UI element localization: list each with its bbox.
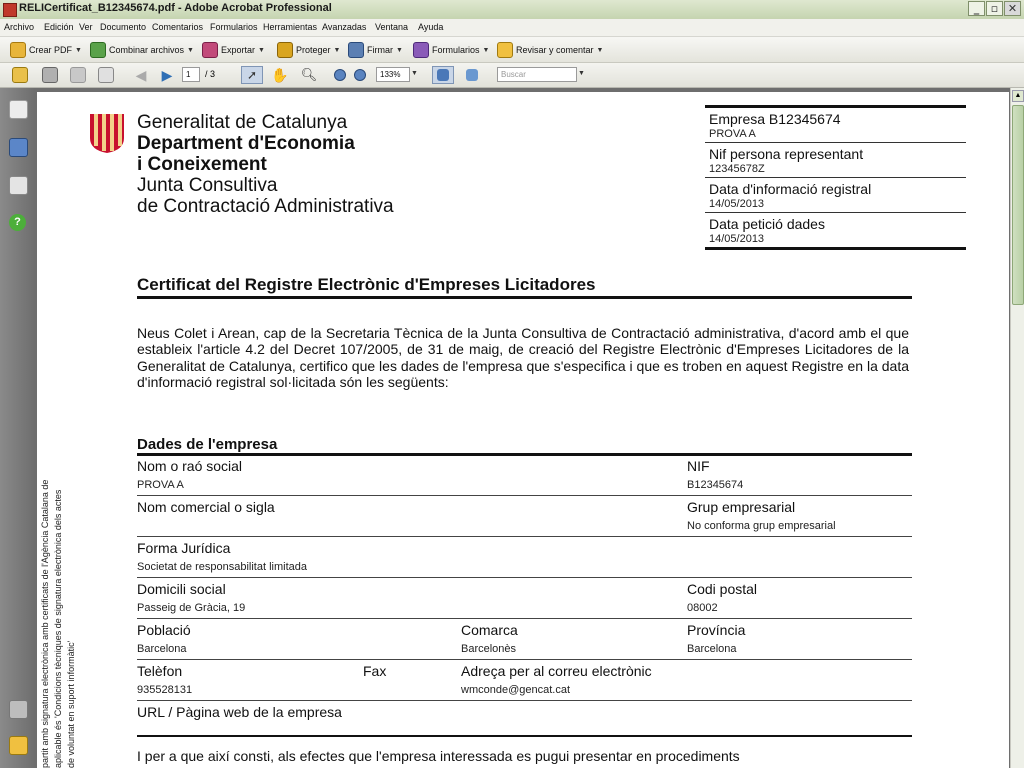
- export-button[interactable]: [202, 41, 265, 59]
- folder-icon: [12, 67, 28, 83]
- plus-icon: [354, 69, 366, 81]
- info-row: [705, 213, 966, 247]
- maximize-button[interactable]: ▫: [986, 1, 1003, 16]
- comments-panel-icon[interactable]: [9, 736, 28, 755]
- form-icon: [413, 42, 429, 58]
- table-row: [137, 537, 912, 578]
- closing-paragraph: I per a que així consti, als efectes que l'empresa interessada es pugui presentar en procediments: [137, 748, 740, 764]
- protect-button[interactable]: [277, 41, 340, 59]
- org-line-5: de Contractació Administrativa: [137, 196, 394, 217]
- signatures-panel-icon[interactable]: [9, 176, 28, 195]
- hand-icon: ✋: [271, 66, 289, 83]
- menu-herramientas[interactable]: Herramientas: [263, 22, 318, 32]
- minus-icon: [334, 69, 346, 81]
- menu-comentarios[interactable]: Comentarios: [152, 22, 204, 32]
- info-value: PROVA A: [709, 128, 756, 140]
- chevron-down-icon: ▼: [187, 46, 194, 54]
- field-value: Barcelonès: [461, 643, 517, 655]
- table-row: [137, 578, 912, 619]
- fit-page-icon: [466, 69, 478, 81]
- field-value: Societat de responsabilitat limitada: [137, 561, 307, 573]
- chevron-down-icon: ▼: [333, 46, 341, 54]
- info-value: 14/05/2013: [709, 198, 765, 210]
- review-comment-label: Revisar y comentar: [516, 45, 594, 55]
- navigation-toolbar: [0, 63, 1024, 88]
- bookmarks-panel-icon[interactable]: [9, 138, 28, 157]
- table-row: [137, 496, 912, 537]
- minimize-button[interactable]: _: [968, 1, 985, 16]
- info-row: [705, 178, 966, 213]
- lock-icon: [277, 42, 293, 58]
- certificate-intro: Neus Colet i Arean, cap de la Secretaria Tècnica de la Junta Consultiva de Contractació administrativa, d'acord amb el que estableix l'article 4.2 del Decret 107/2005, de 31 de maig, de creació del Registre Electrònic d'Empreses Licitadores de la Generalitat de Catalunya, certifico que les dades de l'empresa que s'especifica i que es troben en aquest Registre en la data d'informació registral sol·licitada són les següents:: [137, 325, 909, 391]
- cursor-icon: ➚: [246, 68, 258, 82]
- magnifier-icon: 🔍︎: [300, 67, 318, 82]
- field-value: wmconde@gencat.cat: [461, 684, 571, 696]
- page-number-input[interactable]: 1: [182, 67, 200, 82]
- field-value: Passeig de Gràcia, 19: [137, 602, 246, 614]
- arrow-right-icon: ▶: [161, 66, 173, 83]
- info-value: 14/05/2013: [709, 233, 765, 245]
- create-pdf-label: Crear PDF: [29, 45, 73, 55]
- field-value: 935528131: [137, 684, 193, 696]
- menu-ver[interactable]: Ver: [79, 22, 93, 32]
- envelope-icon: [98, 67, 114, 83]
- info-label: Data petició dades: [709, 216, 825, 232]
- field-label: Nom comercial o sigla: [137, 499, 275, 515]
- company-data-heading: Dades de l'empresa: [137, 436, 912, 456]
- field-label: Adreça per al correu electrònic: [461, 663, 652, 679]
- sign-label: Firmar: [367, 45, 393, 55]
- create-pdf-icon: [10, 42, 26, 58]
- table-row: [137, 701, 912, 735]
- zoom-out-button[interactable]: [332, 66, 348, 84]
- field-label: Fax: [363, 663, 387, 679]
- field-value: B12345674: [687, 479, 744, 491]
- pages-panel-icon[interactable]: [9, 100, 28, 119]
- org-line-3: i Coneixement: [137, 154, 267, 175]
- side-note-line-3: de voluntat en suport informàtic': [66, 640, 76, 768]
- create-pdf-button[interactable]: [10, 41, 82, 59]
- fit-width-button[interactable]: [432, 66, 454, 84]
- document-page: [37, 92, 1009, 768]
- info-value: 12345678Z: [709, 163, 765, 175]
- forms-button[interactable]: [413, 41, 489, 59]
- field-label: Domicili social: [137, 581, 226, 597]
- field-label: Nom o raó social: [137, 458, 243, 474]
- zoom-in-button[interactable]: [352, 66, 368, 84]
- search-dropdown-chevron-icon[interactable]: ▼: [578, 70, 585, 77]
- help-icon[interactable]: ?: [9, 214, 26, 231]
- save-icon: [70, 67, 86, 83]
- pen-icon: [348, 42, 364, 58]
- menu-documento[interactable]: Documento: [100, 22, 147, 32]
- field-value: Barcelona: [137, 643, 187, 655]
- field-value: PROVA A: [137, 479, 184, 491]
- navigation-panel: [0, 88, 36, 768]
- vertical-scrollbar[interactable]: [1010, 88, 1024, 768]
- company-data-table: [137, 455, 912, 737]
- field-label: Forma Jurídica: [137, 540, 231, 556]
- side-note-line-2: aplicable és 'Condicions tècniques de signatura electrònica dels actes: [53, 489, 63, 768]
- zoom-level-input[interactable]: 133%: [376, 67, 410, 82]
- org-line-4: Junta Consultiva: [137, 175, 278, 196]
- menu-edicion[interactable]: Edición: [44, 22, 74, 32]
- menu-avanzadas[interactable]: Avanzadas: [322, 22, 367, 32]
- printer-icon: [42, 67, 58, 83]
- sign-button[interactable]: [348, 41, 403, 59]
- open-button[interactable]: [10, 66, 30, 84]
- certificate-title: Certificat del Registre Electrònic d'Empreses Licitadores: [137, 275, 912, 299]
- org-line-2: Department d'Economia: [137, 133, 355, 154]
- chevron-down-icon: ▼: [596, 46, 604, 54]
- chevron-down-icon: ▼: [482, 46, 490, 54]
- generalitat-logo: [88, 112, 126, 154]
- combine-files-icon: [90, 42, 106, 58]
- field-label: Comarca: [461, 622, 518, 638]
- menu-formularios[interactable]: Formularios: [210, 22, 258, 32]
- chevron-down-icon: ▼: [396, 46, 403, 54]
- info-label: Data d'informació registral: [709, 181, 872, 197]
- save-button[interactable]: [68, 66, 88, 84]
- fit-width-icon: [437, 69, 449, 81]
- combine-files-label: Combinar archivos: [109, 45, 185, 55]
- window-titlebar: [0, 0, 1024, 20]
- info-label: Nif persona representant: [709, 146, 864, 162]
- info-row: [705, 108, 966, 143]
- page-total: / 3: [205, 69, 216, 79]
- zoom-tool-button[interactable]: [298, 66, 320, 84]
- print-button[interactable]: [40, 66, 60, 84]
- email-button[interactable]: [96, 66, 116, 84]
- side-note-line-1: partit amb signatura electrònica amb certificats de l'Agència Catalana de: [40, 479, 50, 768]
- menu-bar: [0, 19, 1024, 37]
- chevron-down-icon: ▼: [75, 46, 82, 54]
- info-row: [705, 143, 966, 178]
- select-tool-button[interactable]: [241, 66, 263, 84]
- forms-label: Formularios: [432, 45, 480, 55]
- tasks-toolbar: [0, 37, 1024, 63]
- chevron-down-icon: ▼: [258, 46, 265, 54]
- acrobat-app-icon: [3, 3, 17, 17]
- field-label: Població: [137, 622, 191, 638]
- attachments-paperclip-icon[interactable]: [9, 700, 28, 719]
- export-icon: [202, 42, 218, 58]
- field-label: Codi postal: [687, 581, 758, 597]
- previous-page-button[interactable]: [132, 66, 150, 84]
- next-page-button[interactable]: [158, 66, 176, 84]
- export-label: Exportar: [221, 45, 256, 55]
- field-label: URL / Pàgina web de la empresa: [137, 704, 342, 720]
- organization-name: [137, 112, 394, 217]
- table-row: [137, 455, 912, 496]
- field-value: No conforma grup empresarial: [687, 520, 836, 532]
- info-label: Empresa B12345674: [709, 111, 841, 127]
- field-label: Grup empresarial: [687, 499, 796, 515]
- comment-icon: [497, 42, 513, 58]
- field-value: Barcelona: [687, 643, 737, 655]
- close-button[interactable]: ✕: [1004, 1, 1021, 16]
- menu-archivo[interactable]: Archivo: [4, 22, 35, 32]
- zoom-dropdown-chevron-icon[interactable]: ▼: [411, 70, 418, 77]
- field-label: Telèfon: [137, 663, 183, 679]
- table-row: [137, 660, 912, 701]
- field-label: NIF: [687, 458, 710, 474]
- menu-ayuda[interactable]: Ayuda: [418, 22, 444, 32]
- arrow-left-icon: ◀: [135, 66, 147, 83]
- review-comment-button[interactable]: [497, 41, 603, 59]
- field-label: Província: [687, 622, 746, 638]
- org-line-1: Generalitat de Catalunya: [137, 112, 348, 133]
- scrollbar-thumb[interactable]: [1012, 105, 1024, 305]
- search-input[interactable]: Buscar: [497, 67, 577, 82]
- fit-page-button[interactable]: [462, 66, 482, 84]
- field-value: 08002: [687, 602, 718, 614]
- scroll-up-arrow-icon[interactable]: ▲: [1012, 90, 1024, 102]
- signature-side-note: [37, 430, 89, 768]
- table-row: [137, 619, 912, 660]
- combine-files-button[interactable]: [90, 41, 194, 59]
- protect-label: Proteger: [296, 45, 331, 55]
- window-title: RELICertificat_B12345674.pdf - Adobe Acrobat Professional: [19, 2, 332, 14]
- menu-ventana[interactable]: Ventana: [375, 22, 409, 32]
- hand-tool-button[interactable]: [270, 66, 290, 84]
- registry-info-box: [705, 105, 966, 250]
